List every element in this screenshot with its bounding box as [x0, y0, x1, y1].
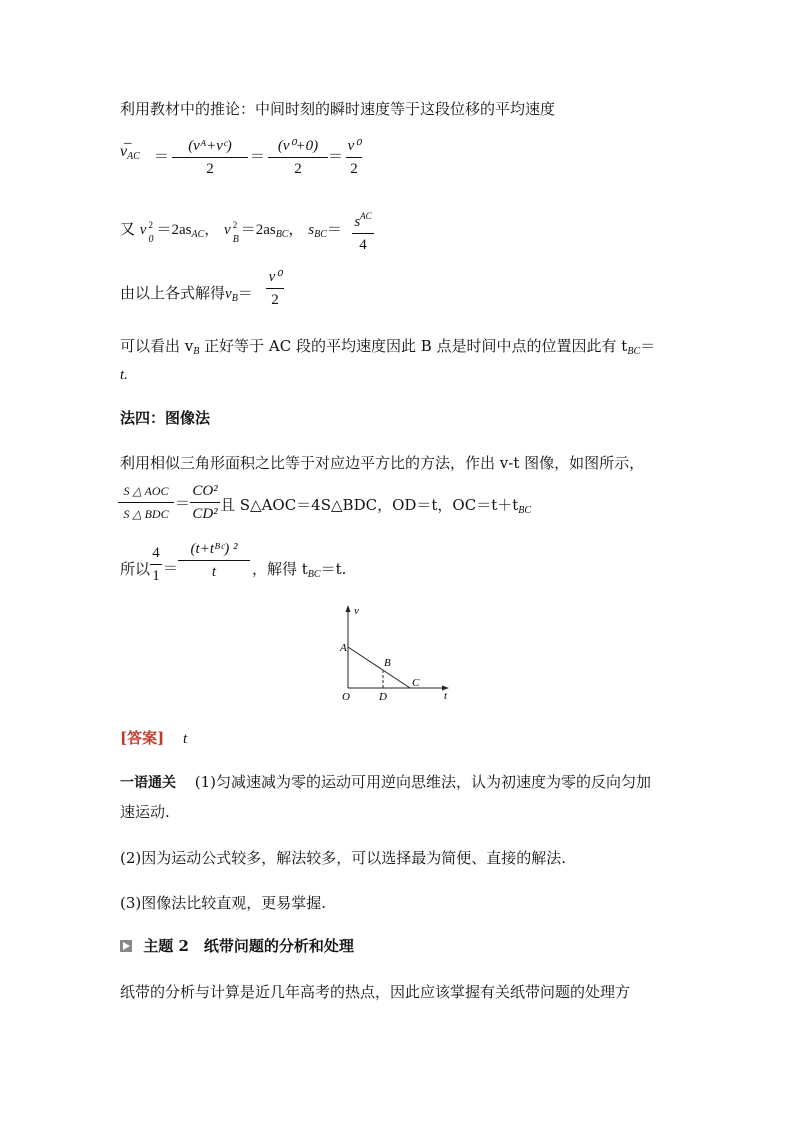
play-triangle-icon [120, 940, 132, 952]
equation-3: 由以上各式解得$v_B=$ [120, 284, 253, 304]
vt-graph [330, 602, 460, 702]
summary-tag: 一语通关 [120, 775, 176, 791]
t-label: t [444, 690, 448, 702]
o-label: O [342, 691, 350, 702]
eq1-fraction-3: v⁰ 2 [347, 138, 361, 177]
topic-heading: 主题 2 纸带问题的分析和处理 [120, 935, 354, 956]
method4-title: 法四：图像法 [120, 409, 211, 427]
equation-2: 又 v 2 0 $=2as_{AC}$， v 2 B $=2as_{BC}$， $s_{BC}=$ [120, 220, 342, 245]
eq1-lhs-var: v [120, 143, 128, 160]
answer-label: [答案] [120, 729, 165, 747]
eq1-fraction-2: (v⁰+0) 2 [268, 137, 328, 178]
summary-line-3: (3)图像法比较直观，更易掌握. [120, 894, 327, 912]
summary-line-1: 一语通关 (1)匀减速减为零的运动可用逆向思维法，认为初速度为零的反向匀加 [120, 773, 652, 791]
eq5-fraction-right: (t+tᴮᶜ) ² t [178, 540, 250, 581]
eq2-fraction: $s^{AC}$ 4 [352, 207, 374, 254]
eq4-fraction-right: CO² CD² [190, 482, 220, 523]
eq3-fraction: v⁰ 2 [266, 268, 284, 309]
line-ac [348, 647, 410, 688]
conclusion-line: 可以看出 $v_B$ 正好等于 AC 段的平均速度因此 B 点是时间中点的位置因此有 $t_{BC}=$ [120, 337, 656, 357]
intro-line: 利用教材中的推论：中间时刻的瞬时速度等于这段位移的平均速度 [120, 100, 556, 118]
b-label: B [384, 657, 391, 669]
method4-desc: 利用相似三角形面积之比等于对应边平方比的方法，作出 v-t 图像，如图所示， [120, 454, 645, 472]
eq4-rest: 且 S△AOC＝4S△BDC，OD＝t，$OC=t+t_{BC}$ [220, 496, 532, 516]
eq1-fraction-1: (vᴬ+vᶜ) 2 [172, 137, 248, 178]
summary-line-1b: 速运动. [120, 803, 170, 821]
eq5-prefix: 所以 [120, 560, 151, 578]
eq5-suffix: ，解得 $t_{BC}=t$. [252, 560, 347, 580]
eq5-fraction-left: 4 1 [150, 544, 162, 585]
answer-value: t [182, 731, 188, 747]
conclusion-line-2: t. [120, 367, 128, 383]
answer-row [120, 727, 187, 748]
v-axis-arrow [346, 605, 351, 612]
a-label: A [340, 642, 347, 654]
v-label: v [354, 605, 359, 617]
d-label: D [379, 691, 387, 702]
c-label: C [412, 677, 420, 689]
summary-line-2: (2)因为运动公式较多，解法较多，可以选择最为简便、直接的解法. [120, 849, 567, 867]
eq1-lhs-sub: AC [127, 151, 140, 162]
final-line: 纸带的分析与计算是近几年高考的热点，因此应该掌握有关纸带问题的处理方 [120, 983, 631, 1001]
eq4-fraction-left: S △ AOC S △ BDC [118, 482, 174, 523]
